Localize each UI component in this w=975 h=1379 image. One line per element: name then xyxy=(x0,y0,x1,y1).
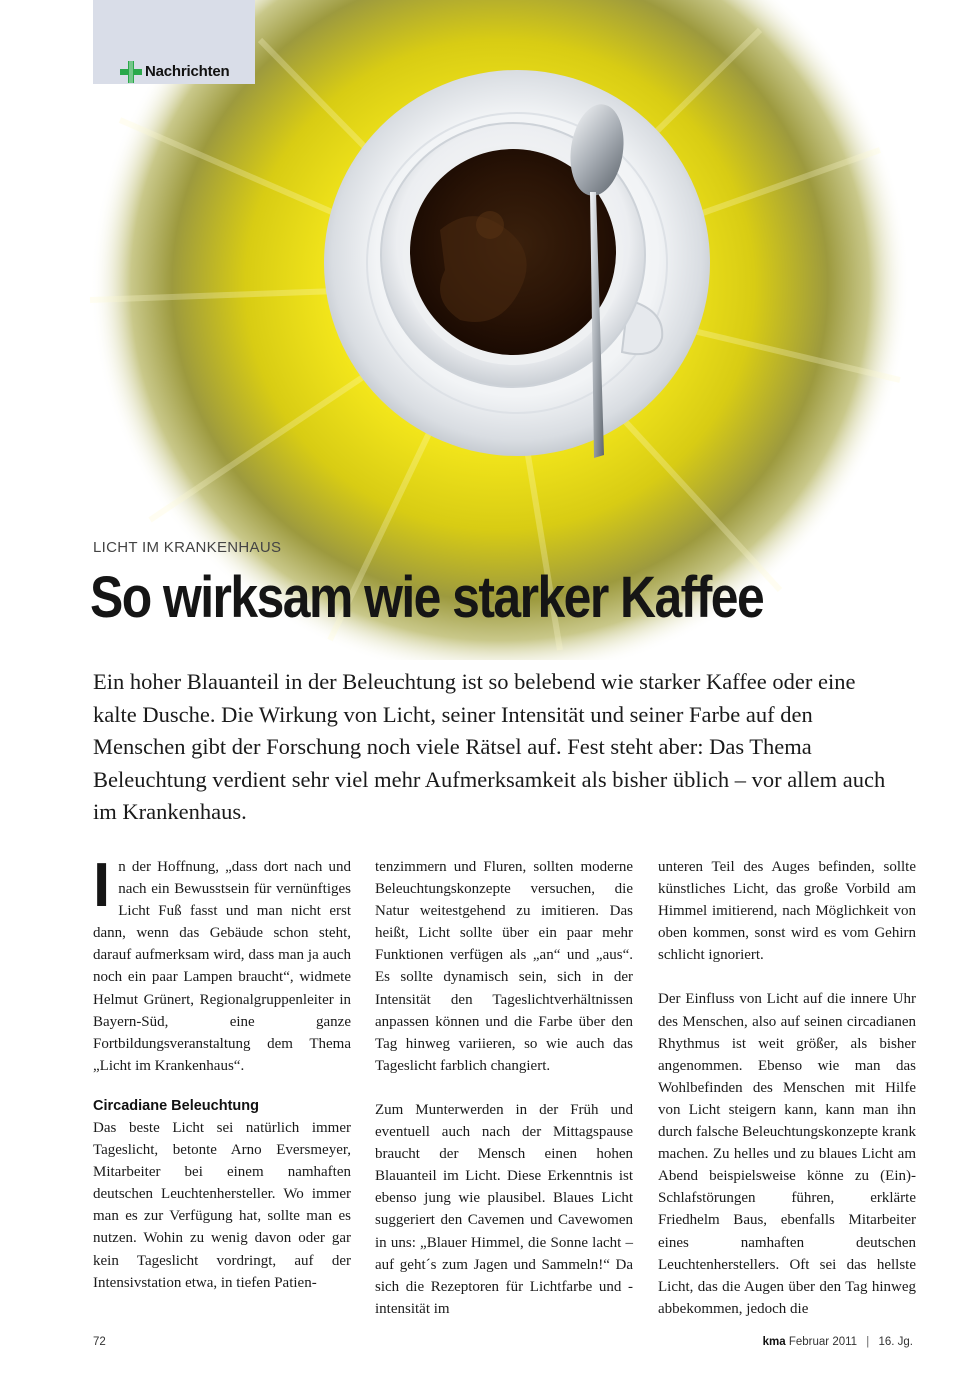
paragraph: unteren Teil des Auges befinden, sollte künstliches Licht, das große Vorbild am Himmel imitierend, nach Möglichkeit von oben kommen, sonst wird es vom Gehirn schlicht ignoriert. xyxy=(658,859,916,964)
paragraph-text: n der Hoffnung, „dass dort nach und nach ein Bewusstsein für vernünftiges Licht Fuß fasst und man nicht erst dann, wenn das Gebäude schon steht, darauf aufmerksam wird, dass man ja auch noch ein paar Lampen braucht“, widmete Helmut Grünert, Regionalgruppenleiter in Bayern-Süd, eine ganze Fortbildungsveranstaltung dem Thema „Licht im Krankenhaus“. xyxy=(93,859,351,1074)
article-kicker: LICHT IM KRANKENHAUS xyxy=(93,539,282,556)
magazine-brand: kma xyxy=(762,1336,786,1348)
issue-date: Februar 2011 xyxy=(788,1336,858,1348)
imprint-separator: | xyxy=(866,1336,870,1348)
page-number: 72 xyxy=(93,1336,106,1348)
subheading: Circadiane Beleuchtung xyxy=(93,1097,259,1114)
section-label: Nachrichten xyxy=(145,63,230,80)
body-column-3 xyxy=(658,856,916,1342)
article-title: So wirksam wie starker Kaffee xyxy=(90,565,764,630)
section-tab xyxy=(93,0,255,84)
medical-cross-icon xyxy=(120,61,142,83)
paragraph: Der Einfluss von Licht auf die innere Uhr des Menschen, also auf seinen circadianen Rhythmus ist weit größer, als bisher angenommen. Ebenso wie man das Wohlbefinden des Menschen mit Hilfe von Licht steigern kann, kann man ihn durch falsche Beleuchtungskonzepte krank machen. Zu helles und zu blaues Licht am Abend beispielsweise könne zu (Ein)-Schlafstörungen führen, erklärte Friedhelm Baus, ebenfalls Mitarbeiter eines namhaften deutschen Leuchtenherstellers. Oft sei das hellste Licht, das die Augen über den Tag hinweg abbekommen, jedoch die xyxy=(658,991,916,1317)
volume-label: 16. Jg. xyxy=(878,1336,913,1348)
drop-cap: I xyxy=(93,851,111,920)
paragraph xyxy=(93,851,351,1077)
body-column-1 xyxy=(93,851,351,1316)
paragraph: Zum Munterwerden in der Früh und eventuell auch nach der Mittagspause braucht der Mensch einen hohen Blauanteil im Licht. Diese Erkenntnis ist ebenso jung wie plausibel. Blaues Licht suggeriert den Cavemen und Cavewomen in uns: „Blauer Himmel, die Sonne lacht – auf geht´s zum Jagen und Sammeln!“ Da sich die Rezeptoren für Lichtfarbe und -intensität im xyxy=(375,1101,633,1317)
paragraph: Das beste Licht sei natürlich immer Tageslicht, betonte Arno Eversmeyer, Mitarbeiter bei einem namhaften deutschen Leuchtenhersteller. Wo immer man es zur Verfügung hat, sollte man es nutzen. Wohin zu wenig davon oder gar kein Tageslicht vordringt, auf der Intensivstation etwa, in tiefen Patien- xyxy=(93,1119,351,1291)
issue-imprint xyxy=(763,1336,913,1348)
article-lead: Ein hoher Blauanteil in der Beleuchtung ist so belebend wie starker Kaffee oder eine kalte Dusche. Die Wirkung von Licht, seiner Intensität und seiner Farbe auf den Menschen gibt der Forschung noch viele Rätsel auf. Fest steht aber: Das Thema Beleuchtung verdient sehr viel mehr Aufmerksamkeit als bisher üblich – vor allem auch im Krankenhaus. xyxy=(93,669,886,824)
paragraph: tenzimmern und Fluren, sollten moderne Beleuchtungskonzepte versuchen, die Natur weitestgehend zu imitieren. Das heißt, Licht sollte über ein paar mehr Funktionen verfügen als „an“ und „aus“. Es sollte dynamisch sein, sich in der Intensität den Tageslichtverhältnissen anpassen können und die Farbe über den Tag hinweg variieren, so wie auch das Tageslicht farblich changiert. xyxy=(375,859,633,1074)
body-column-2 xyxy=(375,856,633,1342)
